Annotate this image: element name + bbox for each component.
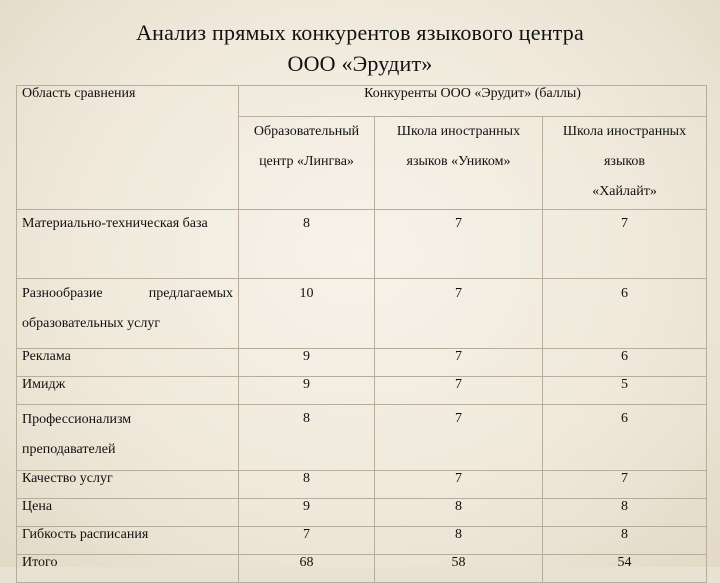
row-label: Имидж — [17, 377, 239, 405]
table-row-total — [17, 555, 707, 583]
row-label: Цена — [17, 499, 239, 527]
table-row — [17, 527, 707, 555]
score-cell: 9 — [239, 349, 375, 377]
row-label-line1: Профессионализм — [22, 412, 132, 427]
row-label: Итого — [17, 555, 239, 583]
area-header: Область сравнения — [22, 86, 136, 101]
score-cell: 7 — [375, 210, 543, 279]
table-row — [17, 405, 707, 471]
slide-title-line2: ООО «Эрудит» — [287, 51, 433, 76]
score-cell: 58 — [375, 555, 543, 583]
competitor-table — [16, 85, 707, 583]
score-cell: 9 — [239, 499, 375, 527]
table-row — [17, 210, 707, 279]
score-cell: 6 — [543, 279, 707, 349]
score-cell: 7 — [375, 377, 543, 405]
score-cell: 7 — [375, 405, 543, 471]
row-label-text: Материально-техническая база — [22, 216, 208, 231]
score-cell: 9 — [239, 377, 375, 405]
competitor-name-line: «Хайлайт» — [592, 184, 657, 199]
score-cell: 6 — [543, 349, 707, 377]
score-cell: 7 — [375, 471, 543, 499]
competitor-header-highlight — [543, 117, 707, 210]
competitor-name-line: Школа иностранных — [396, 124, 521, 139]
score-cell: 8 — [543, 527, 707, 555]
row-label-text: Разнообразие — [22, 286, 103, 301]
score-cell: 54 — [543, 555, 707, 583]
score-cell: 8 — [239, 471, 375, 499]
table-row — [17, 499, 707, 527]
score-cell: 7 — [239, 527, 375, 555]
competitor-name-line: языков — [603, 154, 646, 169]
score-cell: 5 — [543, 377, 707, 405]
competitor-name-line: Образовательный — [253, 124, 360, 139]
row-label — [17, 210, 239, 279]
competitor-header-lingva — [239, 117, 375, 210]
competitor-name-line: Школа иностранных — [562, 124, 687, 139]
table-row — [17, 377, 707, 405]
row-label: Реклама — [17, 349, 239, 377]
competitor-name-line: центр «Лингва» — [259, 154, 354, 169]
row-label — [17, 279, 239, 349]
row-label-line1 — [22, 279, 233, 309]
area-header-cell — [17, 86, 239, 210]
competitors-header: Конкуренты ООО «Эрудит» (баллы) — [364, 86, 581, 101]
score-cell: 7 — [543, 210, 707, 279]
score-cell: 68 — [239, 555, 375, 583]
score-cell: 7 — [543, 471, 707, 499]
score-cell: 7 — [375, 349, 543, 377]
score-cell: 7 — [375, 279, 543, 349]
score-cell: 8 — [375, 499, 543, 527]
score-cell: 8 — [239, 210, 375, 279]
competitor-name-line: языков «Уником» — [406, 154, 511, 169]
row-label: Качество услуг — [17, 471, 239, 499]
table-header-row — [17, 86, 707, 117]
table-row — [17, 349, 707, 377]
competitors-header-cell — [239, 86, 707, 117]
row-label: Гибкость расписания — [17, 527, 239, 555]
score-cell: 8 — [375, 527, 543, 555]
row-label-text: предлагаемых — [148, 286, 233, 301]
score-cell: 8 — [239, 405, 375, 471]
table-row — [17, 279, 707, 349]
score-cell: 6 — [543, 405, 707, 471]
row-label — [17, 405, 239, 471]
row-label-line2: образовательных услуг — [22, 316, 161, 331]
score-cell: 10 — [239, 279, 375, 349]
competitor-header-unikom — [375, 117, 543, 210]
score-cell: 8 — [543, 499, 707, 527]
row-label-line2: преподавателей — [22, 442, 116, 457]
slide-title-line1: Анализ прямых конкурентов языкового центра — [136, 20, 584, 45]
table-row — [17, 471, 707, 499]
